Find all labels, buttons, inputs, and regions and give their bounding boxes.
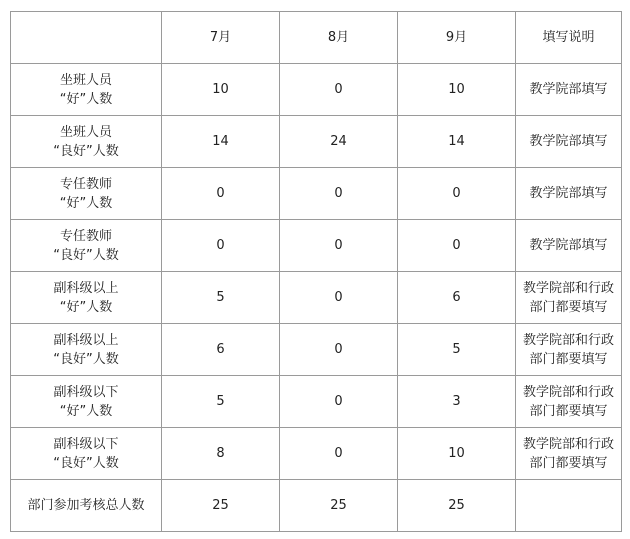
cell-july: 0 (162, 220, 280, 272)
note-line: 教学院部填写 (529, 186, 608, 201)
total-august: 25 (280, 480, 398, 532)
header-cell-july: 7月 (162, 12, 280, 64)
cell-note (516, 272, 622, 324)
cell-note (516, 116, 622, 168)
header-cell-september: 9月 (398, 12, 516, 64)
cell-august: 0 (280, 428, 398, 480)
row-label-line: 副科级以下 (53, 384, 119, 400)
cell-july: 0 (162, 168, 280, 220)
table-row (11, 64, 622, 116)
row-label (11, 376, 162, 428)
row-label (11, 324, 162, 376)
cell-july: 14 (162, 116, 280, 168)
row-label-line: “好”人数 (59, 91, 113, 107)
table-row (11, 272, 622, 324)
table-row (11, 324, 622, 376)
row-label (11, 168, 162, 220)
row-label-line: “良好”人数 (53, 247, 119, 263)
cell-note (516, 376, 622, 428)
row-label-line: “好”人数 (59, 195, 113, 211)
cell-september: 5 (398, 324, 516, 376)
total-note (516, 480, 622, 532)
cell-july: 5 (162, 272, 280, 324)
cell-note (516, 220, 622, 272)
row-label-line: 副科级以下 (53, 436, 119, 452)
row-label-line: 副科级以上 (53, 332, 119, 348)
assessment-table (10, 11, 622, 532)
cell-september: 0 (398, 168, 516, 220)
row-label-line: “良好”人数 (53, 351, 119, 367)
total-july: 25 (162, 480, 280, 532)
note-line: 教学院部和行政 (522, 332, 614, 348)
cell-august: 0 (280, 64, 398, 116)
cell-september: 0 (398, 220, 516, 272)
cell-august: 0 (280, 376, 398, 428)
row-label-line: “好”人数 (59, 403, 113, 419)
row-label-line: 副科级以上 (53, 280, 119, 296)
cell-note (516, 168, 622, 220)
note-line: 部门都要填写 (529, 299, 608, 315)
cell-august: 0 (280, 220, 398, 272)
cell-september: 6 (398, 272, 516, 324)
note-line: 教学院部和行政 (522, 384, 614, 400)
cell-september: 10 (398, 64, 516, 116)
row-label (11, 64, 162, 116)
table-row (11, 428, 622, 480)
row-label-line: 坐班人员 (59, 72, 112, 88)
note-line: 教学院部和行政 (522, 436, 614, 452)
cell-september: 14 (398, 116, 516, 168)
row-label-line: “良好”人数 (53, 143, 119, 159)
header-cell-blank (11, 12, 162, 64)
row-label-line: 专任教师 (59, 228, 112, 244)
cell-july: 5 (162, 376, 280, 428)
row-label-line: 专任教师 (59, 176, 112, 192)
cell-august: 0 (280, 272, 398, 324)
note-line: 教学院部填写 (529, 82, 608, 97)
cell-august: 0 (280, 168, 398, 220)
cell-note (516, 428, 622, 480)
table-row (11, 220, 622, 272)
header-cell-august: 8月 (280, 12, 398, 64)
table-row (11, 168, 622, 220)
row-label (11, 272, 162, 324)
total-row (11, 480, 622, 532)
note-line: 部门都要填写 (529, 403, 608, 419)
cell-note (516, 324, 622, 376)
table-row (11, 376, 622, 428)
row-label-line: “好”人数 (59, 299, 113, 315)
cell-july: 8 (162, 428, 280, 480)
cell-july: 10 (162, 64, 280, 116)
table-row (11, 116, 622, 168)
total-label: 部门参加考核总人数 (11, 480, 162, 532)
note-line: 部门都要填写 (529, 455, 608, 471)
row-label-line: 坐班人员 (59, 124, 112, 140)
header-cell-instructions: 填写说明 (516, 12, 622, 64)
row-label (11, 428, 162, 480)
note-line: 教学院部和行政 (522, 280, 614, 296)
cell-july: 6 (162, 324, 280, 376)
note-line: 教学院部填写 (529, 238, 608, 253)
row-label-line: “良好”人数 (53, 455, 119, 471)
row-label (11, 220, 162, 272)
header-row (11, 12, 622, 64)
cell-september: 3 (398, 376, 516, 428)
note-line: 教学院部填写 (529, 134, 608, 149)
total-september: 25 (398, 480, 516, 532)
cell-september: 10 (398, 428, 516, 480)
row-label (11, 116, 162, 168)
cell-august: 24 (280, 116, 398, 168)
cell-august: 0 (280, 324, 398, 376)
note-line: 部门都要填写 (529, 351, 608, 367)
cell-note (516, 64, 622, 116)
